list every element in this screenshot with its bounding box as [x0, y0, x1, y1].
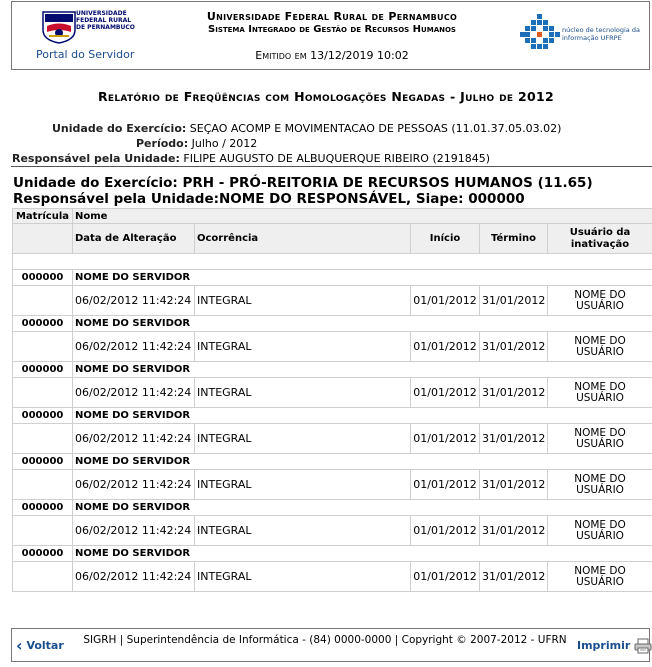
inicio-cell: 01/01/2012	[411, 516, 480, 546]
termino-cell: 31/01/2012	[480, 424, 548, 454]
system-title: Sistema Integrado de Gestão de Recursos Humanos	[208, 24, 456, 35]
homologacoes-table	[12, 208, 652, 592]
matricula-cell: 000000	[13, 362, 73, 378]
col-empty	[13, 224, 73, 254]
usuario-cell: NOME DO USUÁRIO	[548, 470, 652, 500]
col-matricula: Matrícula	[13, 209, 73, 224]
emitted-timestamp: Emitido em 13/12/2019 10:02	[255, 49, 409, 62]
table-row-record	[13, 332, 652, 362]
empty-cell	[13, 286, 73, 316]
data-alteracao-cell: 06/02/2012 11:42:24	[73, 378, 195, 408]
nome-cell: NOME DO SERVIDOR	[73, 454, 652, 470]
nome-cell: NOME DO SERVIDOR	[73, 408, 652, 424]
table-row-record	[13, 562, 652, 592]
responsavel-label: Responsável pela Unidade:	[12, 152, 180, 165]
footer	[11, 628, 650, 662]
ufrpe-shield-icon	[41, 10, 77, 44]
usuario-cell: NOME DO USUÁRIO	[548, 332, 652, 362]
data-alteracao-cell: 06/02/2012 11:42:24	[73, 424, 195, 454]
table-row-servidor	[13, 500, 652, 516]
empty-cell	[13, 516, 73, 546]
matricula-cell: 000000	[13, 546, 73, 562]
unidade-label: Unidade do Exercício:	[52, 122, 187, 135]
empty-cell	[13, 424, 73, 454]
imprimir-label: Imprimir	[577, 639, 631, 652]
table-row-servidor	[13, 270, 652, 286]
copyright-text: SIGRH | Superintendência de Informática - (84) 0000-0000 | Copyright © 2007-2012 - UFRN	[83, 634, 567, 646]
col-usuario-inativacao: Usuário da inativação	[548, 224, 652, 254]
nome-cell: NOME DO SERVIDOR	[73, 316, 652, 332]
matricula-cell: 000000	[13, 316, 73, 332]
report-header	[11, 1, 650, 70]
unit-exercicio-line: Unidade do Exercício: PRH - PRÓ-REITORIA DE RECURSOS HUMANOS (11.65)	[13, 175, 593, 191]
usuario-cell: NOME DO USUÁRIO	[548, 424, 652, 454]
usuario-cell: NOME DO USUÁRIO	[548, 562, 652, 592]
info-periodo	[136, 137, 257, 150]
empty-cell	[13, 562, 73, 592]
table-spacer-row	[13, 254, 652, 270]
info-responsavel	[12, 152, 490, 165]
termino-cell: 31/01/2012	[480, 562, 548, 592]
data-alteracao-cell: 06/02/2012 11:42:24	[73, 470, 195, 500]
data-alteracao-cell: 06/02/2012 11:42:24	[73, 516, 195, 546]
table-row-servidor	[13, 362, 652, 378]
nome-cell: NOME DO SERVIDOR	[73, 362, 652, 378]
table-row-servidor	[13, 408, 652, 424]
nome-cell: NOME DO SERVIDOR	[73, 546, 652, 562]
termino-cell: 31/01/2012	[480, 516, 548, 546]
spacer-cell	[13, 254, 652, 270]
university-title: Universidade Federal Rural de Pernambuco	[206, 10, 458, 23]
inicio-cell: 01/01/2012	[411, 424, 480, 454]
imprimir-button[interactable]	[577, 638, 652, 654]
usuario-cell: NOME DO USUÁRIO	[548, 378, 652, 408]
empty-cell	[13, 470, 73, 500]
ocorrencia-cell: INTEGRAL	[195, 562, 411, 592]
empty-cell	[13, 332, 73, 362]
data-alteracao-cell: 06/02/2012 11:42:24	[73, 286, 195, 316]
table-header-row-1	[13, 209, 652, 224]
inicio-cell: 01/01/2012	[411, 470, 480, 500]
header-titles	[162, 10, 502, 62]
table-body	[13, 254, 652, 592]
ntic-logo-text: núcleo de tecnologia da informação UFRPE	[562, 26, 640, 42]
matricula-cell: 000000	[13, 408, 73, 424]
termino-cell: 31/01/2012	[480, 286, 548, 316]
info-unidade	[52, 122, 561, 135]
table-header-row-2	[13, 224, 652, 254]
ocorrencia-cell: INTEGRAL	[195, 470, 411, 500]
col-inicio: Início	[411, 224, 480, 254]
usuario-cell: NOME DO USUÁRIO	[548, 286, 652, 316]
inicio-cell: 01/01/2012	[411, 562, 480, 592]
periodo-value: Julho / 2012	[191, 137, 258, 150]
portal-servidor-link[interactable]: Portal do Servidor	[36, 48, 135, 61]
periodo-label: Período:	[136, 137, 189, 150]
termino-cell: 31/01/2012	[480, 378, 548, 408]
ntic-logo	[520, 13, 642, 53]
ufrpe-logo	[36, 10, 142, 64]
termino-cell: 31/01/2012	[480, 332, 548, 362]
table-row-servidor	[13, 454, 652, 470]
ocorrencia-cell: INTEGRAL	[195, 378, 411, 408]
inicio-cell: 01/01/2012	[411, 332, 480, 362]
ocorrencia-cell: INTEGRAL	[195, 332, 411, 362]
table-row-record	[13, 470, 652, 500]
ntic-dots-icon	[520, 13, 560, 53]
unit-responsavel-line: Responsável pela Unidade:NOME DO RESPONSÁVEL, Siape: 000000	[13, 191, 525, 207]
ocorrencia-cell: INTEGRAL	[195, 424, 411, 454]
table-row-record	[13, 378, 652, 408]
voltar-button[interactable]	[16, 636, 64, 655]
table-row-record	[13, 424, 652, 454]
chevron-left-icon: ‹	[16, 636, 23, 655]
table-row-servidor	[13, 546, 652, 562]
table-row-record	[13, 516, 652, 546]
responsavel-value: FILIPE AUGUSTO DE ALBUQUERQUE RIBEIRO (2191845)	[183, 152, 491, 165]
data-alteracao-cell: 06/02/2012 11:42:24	[73, 332, 195, 362]
table-row-servidor	[13, 316, 652, 332]
nome-cell: NOME DO SERVIDOR	[73, 270, 652, 286]
ocorrencia-cell: INTEGRAL	[195, 286, 411, 316]
matricula-cell: 000000	[13, 454, 73, 470]
voltar-label: Voltar	[26, 639, 64, 652]
col-termino: Término	[480, 224, 548, 254]
unidade-value: SEÇAO ACOMP E MOVIMENTACAO DE PESSOAS (11.01.37.05.03.02)	[189, 122, 562, 135]
col-data-alteracao: Data de Alteração	[73, 224, 195, 254]
table-row-record	[13, 286, 652, 316]
matricula-cell: 000000	[13, 500, 73, 516]
printer-icon	[634, 638, 652, 654]
termino-cell: 31/01/2012	[480, 470, 548, 500]
empty-cell	[13, 378, 73, 408]
data-alteracao-cell: 06/02/2012 11:42:24	[73, 562, 195, 592]
col-ocorrencia: Ocorrência	[195, 224, 411, 254]
report-title: Relatório de Freqüências com Homologações Negadas - Julho de 2012	[97, 89, 555, 104]
inicio-cell: 01/01/2012	[411, 286, 480, 316]
inicio-cell: 01/01/2012	[411, 378, 480, 408]
matricula-cell: 000000	[13, 270, 73, 286]
ufrpe-logo-text: UNIVERSIDADE FEDERAL RURAL DE PERNAMBUCO	[76, 10, 135, 31]
unit-section-heading	[13, 175, 652, 207]
usuario-cell: NOME DO USUÁRIO	[548, 516, 652, 546]
divider	[11, 166, 652, 167]
ocorrencia-cell: INTEGRAL	[195, 516, 411, 546]
col-nome: Nome	[73, 209, 652, 224]
nome-cell: NOME DO SERVIDOR	[73, 500, 652, 516]
